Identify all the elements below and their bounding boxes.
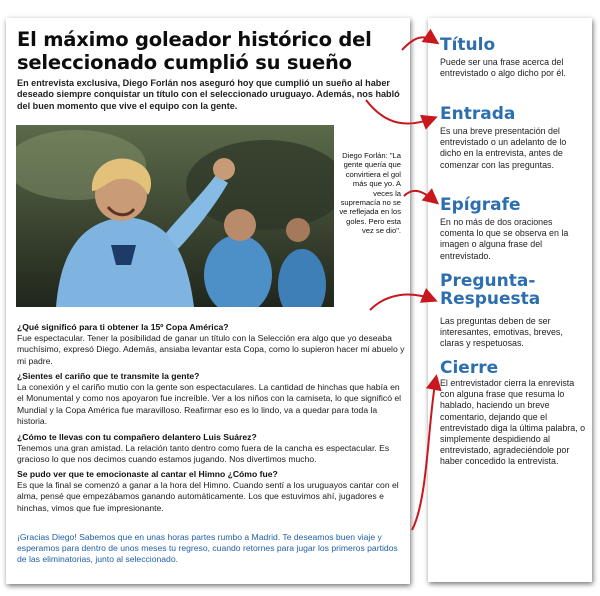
answer-3: Tenemos una gran amistad. La relación tanto dentro como fuera de la cancha es espectacular. Es gracioso lo que nos decimos cuando estamos jugando. Nos divertimos mucho.: [17, 443, 390, 465]
answer-2: La conexión y el cariño mutio con la gente son espectaculares. La cantidad de hinchas que había en el Monumental y como nos apoyaron fue increíble. Ver a los niños con la camiseta, lo que significó el Mundial y la Copa América fue maravilloso. Reafirmar eso es lo lindo, va a quedar para toda la historia.: [17, 382, 402, 426]
term-cierre: Cierre: [440, 358, 499, 378]
article-headline: El máximo goleador histórico del seleccionado cumplió su sueño: [17, 28, 372, 74]
qa-block-1: [17, 322, 407, 367]
desc-cierre: El entrevistador cierra la enrevista con alguna frase que resuma lo hablado, haciendo un breve comentario, dejando que el entrevistado diga la última palabra, o simplemente despidiendo al entrevistado, agradeciéndole por haber concedido la entrevista.: [440, 378, 586, 467]
question-1: ¿Qué significó para ti obtener la 15º Copa América?: [17, 322, 229, 332]
qa-block-4: [17, 469, 407, 514]
qa-block-3: [17, 432, 407, 466]
article-page: [6, 18, 410, 584]
article-photo: [16, 125, 334, 307]
answer-1: Fue espectacular. Tener la posibilidad de ganar un título con la Selección era algo que yo deseaba muchísimo, expresó Diego. Además, ansiaba levantar esta Copa, como lo supieron hacer mi abuelo y mi padre.: [17, 333, 405, 366]
term-entrada: Entrada: [440, 104, 516, 124]
article-lead: En entrevista exclusiva, Diego Forlán nos aseguró hoy que cumplió un sueño al haber deseado siempre conquistar un título con el seleccionado uruguayo. Además, nos habló del buen momento que vive el equipo con la gente.: [17, 78, 400, 111]
photo-caption: Diego Forlán: "La gente quería que convirtiera el gol más que yo. A veces la supremacía no se ve reflejada en los goles. Pero esta vez se dio".: [339, 151, 401, 236]
qa-block-2: [17, 371, 407, 427]
desc-epigrafe: En no más de dos oraciones comenta lo que se observa en la imagen o alguna frase del entrevistado.: [440, 217, 569, 261]
term-pregunta-respuesta: Pregunta-Respuesta: [440, 271, 541, 309]
answer-4: Es que la final se comenzó a ganar a la hora del Himno. Cuando sentí a los uruguayos cantar con el alma, pensé que empezábamos ganando automáticamente. Los que estuvimos ahí, jugadores e hinchas, vimos que fue impresionante.: [17, 480, 399, 513]
desc-entrada: Es una breve presentación del entrevistado o un adelanto de lo dicho en la entrevista, antes de comenzar con las preguntas.: [440, 126, 567, 170]
term-titulo: Título: [440, 35, 496, 55]
parts-panel: [428, 18, 592, 582]
desc-pregunta-respuesta: Las preguntas deben de ser interesantes, emotivas, breves, claras y respetuosas.: [440, 316, 563, 349]
term-epigrafe: Epígrafe: [440, 195, 521, 215]
player-celebration-image: [16, 125, 334, 307]
desc-titulo: Puede ser una frase acerca del entrevistado o algo dicho por él.: [440, 57, 566, 79]
question-4: Se pudo ver que te emocionaste al cantar el Himno ¿Cómo fue?: [17, 469, 278, 479]
article-closing: ¡Gracias Diego! Sabemos que en unas horas partes rumbo a Madrid. Te deseamos buen viaje y esperamos para dentro de unos meses tu regreso, cuando retornes para jugar los primeros partidos de las eliminatorias, junto al seleccionado.: [17, 532, 398, 565]
question-2: ¿Sientes el cariño que te transmite la gente?: [17, 371, 200, 381]
question-3: ¿Cómo te llevas con tu compañero delantero Luis Suárez?: [17, 432, 257, 442]
